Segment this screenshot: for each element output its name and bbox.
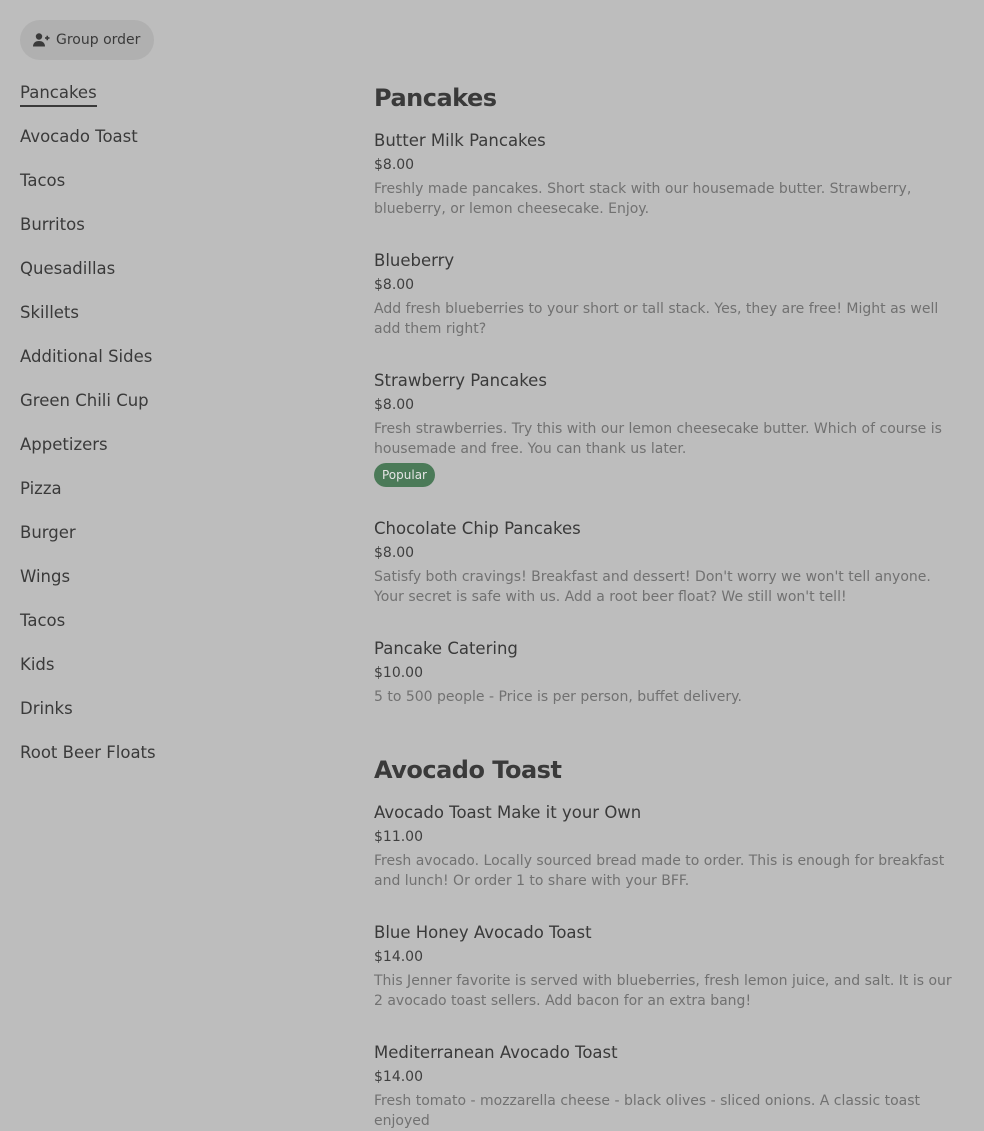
sidebar-item-pancakes[interactable] xyxy=(20,80,320,124)
menu-item[interactable] xyxy=(374,130,959,219)
menu-item[interactable] xyxy=(374,802,959,891)
sidebar-item-wings[interactable] xyxy=(20,564,320,608)
section-title-pancakes: Pancakes xyxy=(374,84,497,112)
menu-item[interactable] xyxy=(374,638,959,707)
menu-item[interactable] xyxy=(374,1042,959,1131)
item-name: Chocolate Chip Pancakes xyxy=(374,519,581,538)
item-description: Fresh strawberries. Try this with our lemon cheesecake butter. Which of course is housemade and free. You can thank us later. xyxy=(374,421,942,457)
sidebar-item-burritos[interactable] xyxy=(20,212,320,256)
sidebar-item-tacos-2[interactable] xyxy=(20,608,320,652)
item-name: Pancake Catering xyxy=(374,639,518,658)
add-person-icon xyxy=(32,31,50,49)
item-price: $10.00 xyxy=(374,665,423,681)
item-description: 5 to 500 people - Price is per person, buffet delivery. xyxy=(374,689,742,705)
sidebar-item-label: Green Chili Cup xyxy=(20,391,149,410)
item-description: Fresh avocado. Locally sourced bread made to order. This is enough for breakfast and lunch! Or order 1 to share with your BFF. xyxy=(374,853,945,889)
sidebar-item-label: Tacos xyxy=(20,171,66,190)
sidebar-item-avocado-toast[interactable] xyxy=(20,124,320,168)
item-description: Add fresh blueberries to your short or tall stack. Yes, they are free! Might as well add them right? xyxy=(374,301,939,337)
sidebar-item-root-beer-floats[interactable] xyxy=(20,740,320,784)
item-description: This Jenner favorite is served with blueberries, fresh lemon juice, and salt. It is our 2 avocado toast sellers. Add bacon for an extra bang! xyxy=(374,973,952,1009)
item-name: Strawberry Pancakes xyxy=(374,371,547,390)
sidebar-item-pizza[interactable] xyxy=(20,476,320,520)
menu-item[interactable] xyxy=(374,922,959,1011)
sidebar-item-label: Pizza xyxy=(20,479,62,498)
sidebar-item-green-chili-cup[interactable] xyxy=(20,388,320,432)
sidebar-item-label: Wings xyxy=(20,567,71,586)
sidebar-item-label: Quesadillas xyxy=(20,259,116,278)
item-price: $8.00 xyxy=(374,545,415,561)
sidebar-item-quesadillas[interactable] xyxy=(20,256,320,300)
sidebar-item-drinks[interactable] xyxy=(20,696,320,740)
item-price: $8.00 xyxy=(374,397,415,413)
item-name: Avocado Toast Make it your Own xyxy=(374,803,642,822)
item-name: Blue Honey Avocado Toast xyxy=(374,923,592,942)
section-title-avocado-toast: Avocado Toast xyxy=(374,756,562,784)
sidebar-item-additional-sides[interactable] xyxy=(20,344,320,388)
sidebar-item-label: Appetizers xyxy=(20,435,108,454)
item-price: $8.00 xyxy=(374,157,415,173)
sidebar-item-skillets[interactable] xyxy=(20,300,320,344)
sidebar-item-burger[interactable] xyxy=(20,520,320,564)
sidebar-item-label: Tacos xyxy=(20,611,66,630)
item-name: Mediterranean Avocado Toast xyxy=(374,1043,618,1062)
sidebar-item-label: Burger xyxy=(20,523,76,542)
sidebar-item-label: Burritos xyxy=(20,215,85,234)
sidebar-item-label: Avocado Toast xyxy=(20,127,138,146)
menu-item[interactable] xyxy=(374,250,959,339)
item-price: $14.00 xyxy=(374,949,423,965)
sidebar-item-label: Drinks xyxy=(20,699,73,718)
item-description: Freshly made pancakes. Short stack with our housemade butter. Strawberry, blueberry, or lemon cheesecake. Enjoy. xyxy=(374,181,912,217)
item-description: Fresh tomato - mozzarella cheese - black olives - sliced onions. A classic toast enjoyed xyxy=(374,1093,921,1129)
sidebar-item-label: Kids xyxy=(20,655,55,674)
sidebar-item-appetizers[interactable] xyxy=(20,432,320,476)
sidebar-item-label: Pancakes xyxy=(20,80,97,107)
menu-item[interactable] xyxy=(374,518,959,607)
sidebar-item-label: Skillets xyxy=(20,303,79,322)
sidebar-item-label: Additional Sides xyxy=(20,347,153,366)
item-price: $14.00 xyxy=(374,1069,423,1085)
group-order-button[interactable] xyxy=(20,20,154,60)
item-name: Blueberry xyxy=(374,251,455,270)
menu-item[interactable] xyxy=(374,370,959,487)
item-price: $11.00 xyxy=(374,829,423,845)
category-sidebar xyxy=(20,80,320,784)
sidebar-item-label: Root Beer Floats xyxy=(20,743,156,762)
sidebar-item-kids[interactable] xyxy=(20,652,320,696)
item-price: $8.00 xyxy=(374,277,415,293)
sidebar-item-tacos[interactable] xyxy=(20,168,320,212)
popular-badge: Popular xyxy=(374,463,435,487)
item-name: Butter Milk Pancakes xyxy=(374,131,546,150)
group-order-label: Group order xyxy=(56,32,141,48)
item-description: Satisfy both cravings! Breakfast and dessert! Don't worry we won't tell anyone. Your secret is safe with us. Add a root beer float? We still won't tell! xyxy=(374,569,931,605)
